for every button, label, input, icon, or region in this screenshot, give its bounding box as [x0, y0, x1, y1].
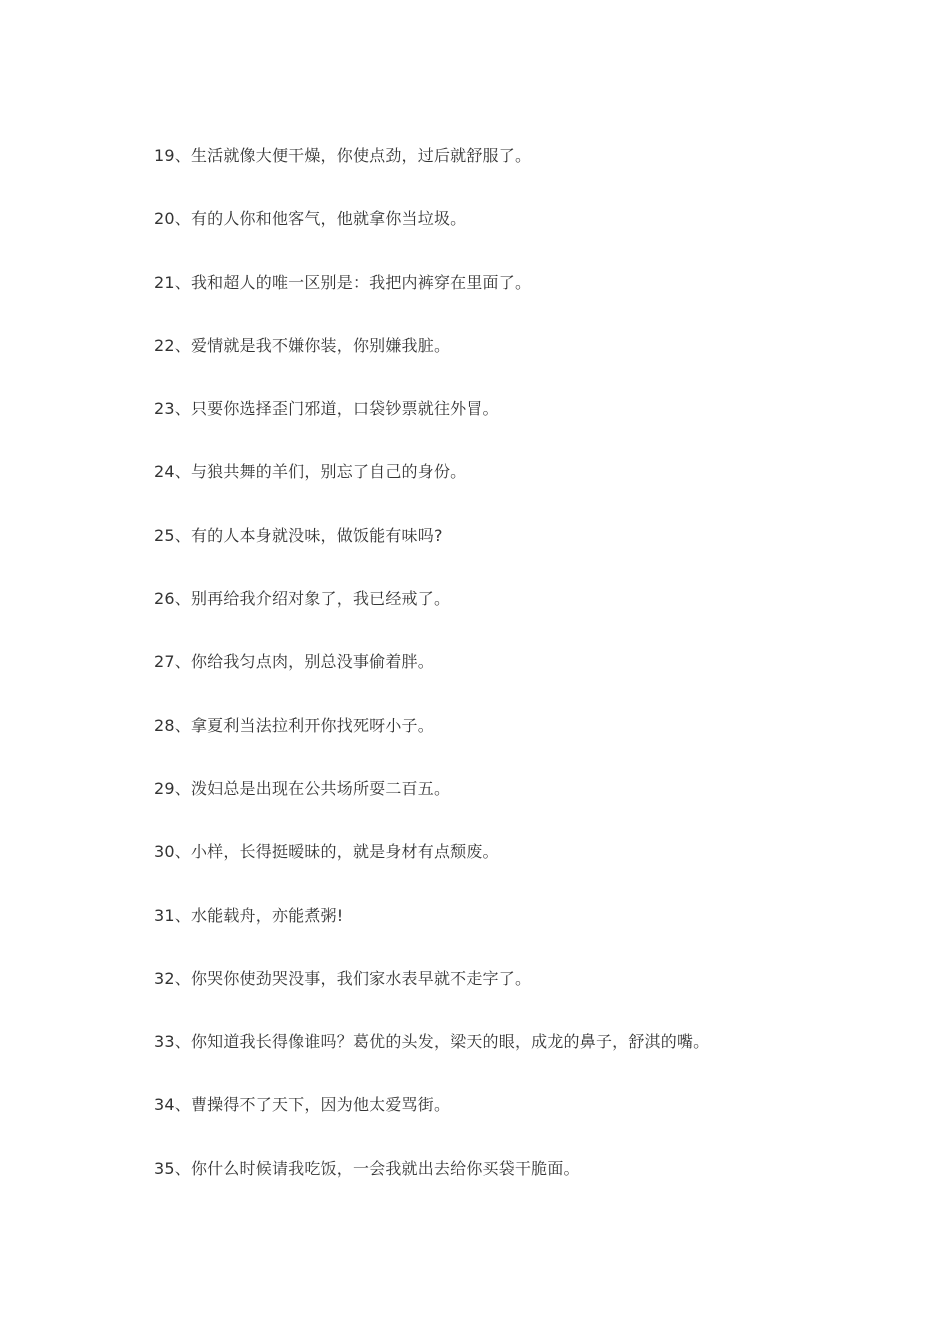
- list-item: 23、只要你选择歪门邪道，口袋钞票就往外冒。: [154, 399, 499, 419]
- list-item: 19、生活就像大便干燥，你使点劲，过后就舒服了。: [154, 146, 532, 165]
- list-item: 29、泼妇总是出现在公共场所耍二百五。: [154, 778, 451, 798]
- list-item: 26、别再给我介绍对象了，我已经戒了。: [154, 589, 451, 609]
- list-item: 22、爱情就是我不嫌你装，你别嫌我脏。: [154, 335, 451, 355]
- list-item: 21、我和超人的唯一区别是：我把内裤穿在里面了。: [154, 272, 532, 292]
- list-item: 32、你哭你使劲哭没事，我们家水表早就不走字了。: [154, 968, 532, 988]
- joke-list: [154, 141, 914, 1217]
- list-item: 20、有的人你和他客气，他就拿你当垃圾。: [154, 209, 467, 229]
- list-item: 31、水能载舟，亦能煮粥!: [154, 905, 344, 925]
- list-item: 25、有的人本身就没味，做饭能有味吗?: [154, 525, 443, 545]
- list-item: 24、与狼共舞的羊们，别忘了自己的身份。: [154, 462, 467, 482]
- list-item: 33、你知道我长得像谁吗？葛优的头发，梁天的眼，成龙的鼻子，舒淇的嘴。: [154, 1032, 710, 1052]
- list-item: 30、小样，长得挺暧昧的，就是身材有点颓废。: [154, 842, 499, 862]
- list-item: 35、你什么时候请我吃饭，一会我就出去给你买袋干脆面。: [154, 1158, 580, 1178]
- list-item: 28、拿夏利当法拉利开你找死呀小子。: [154, 715, 434, 735]
- list-item: 27、你给我匀点肉，别总没事偷着胖。: [154, 652, 434, 672]
- list-item: 34、曹操得不了天下，因为他太爱骂街。: [154, 1095, 451, 1115]
